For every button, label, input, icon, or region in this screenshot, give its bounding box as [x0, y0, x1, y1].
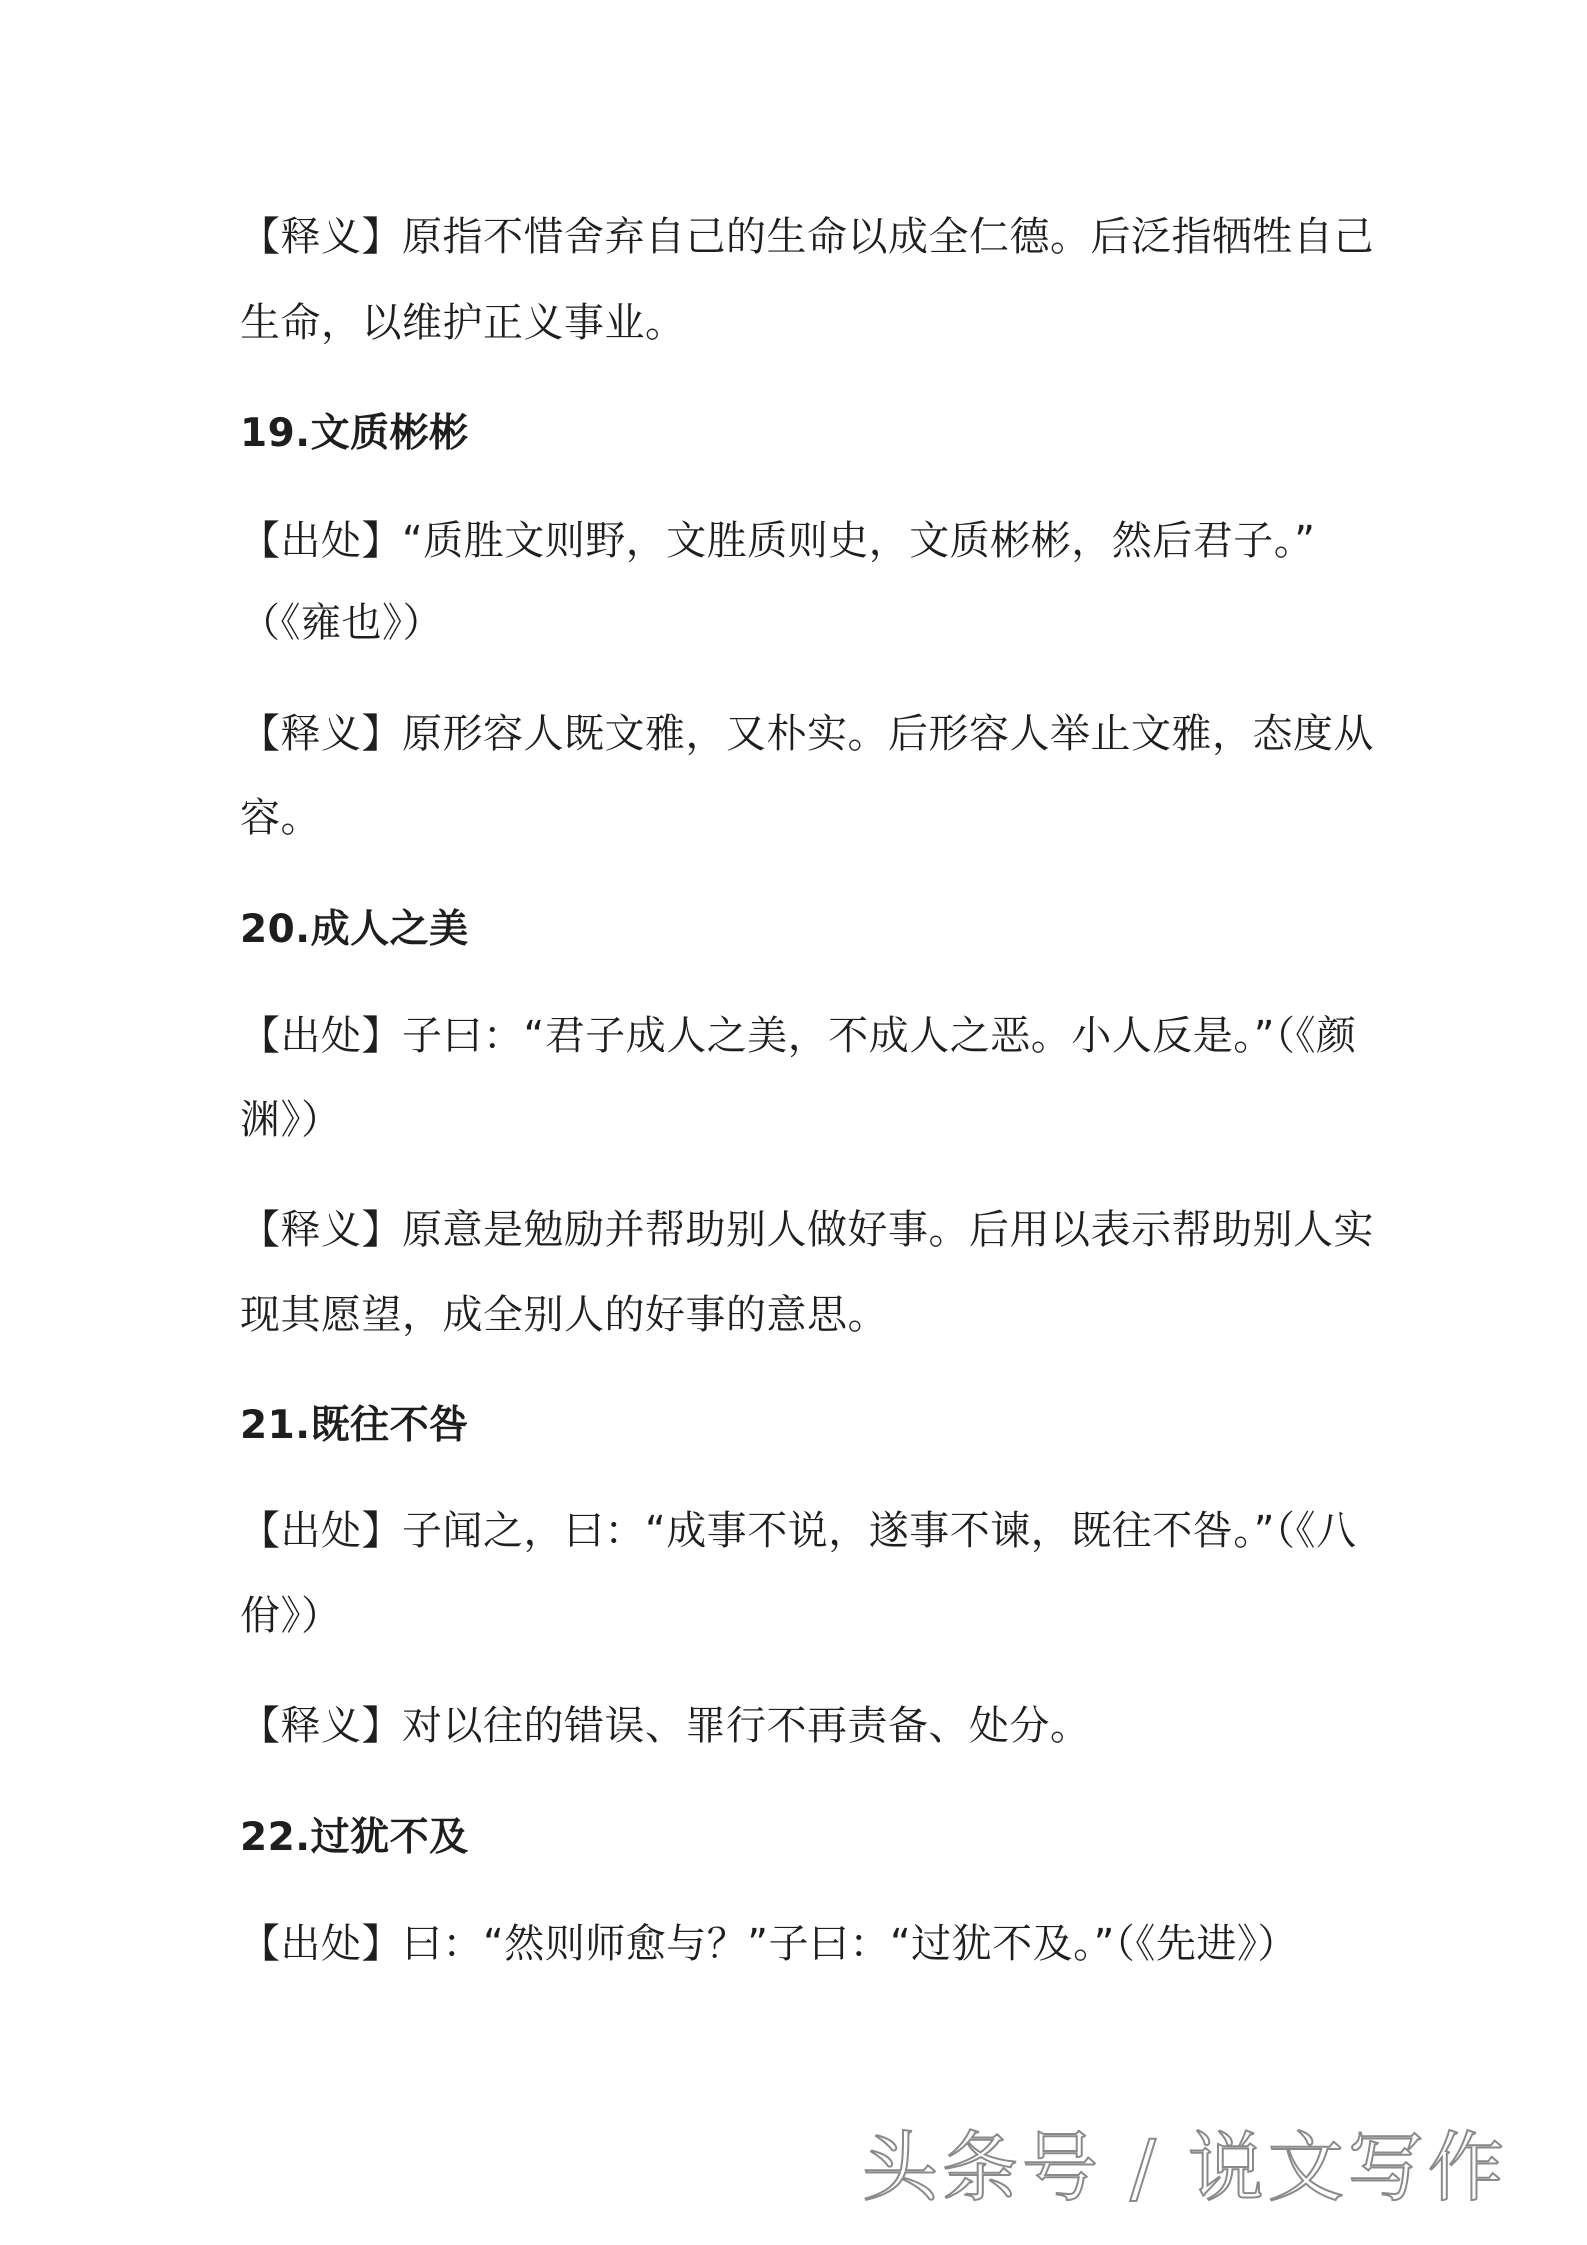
- entry-21-meaning-line-1: 【释义】对以往的错误、罪行不再责备、处分。: [240, 1703, 1091, 1749]
- entry-20-source-line-1: 【出处】子曰：“君子成人之美，不成人之恶。小人反是。”（《颜: [240, 1013, 1357, 1059]
- entry-20-meaning-line-2: 现其愿望，成全别人的好事的意思。: [240, 1292, 888, 1338]
- entry-19-title: 19.文质彬彬: [240, 411, 469, 456]
- watermark: 头条号 / 说文写作: [862, 2123, 1508, 2212]
- entry-20-meaning-line-1: 【释义】原意是勉励并帮助别人做好事。后用以表示帮助别人实: [240, 1207, 1374, 1253]
- entry-20-title: 20.成人之美: [240, 907, 469, 952]
- entry-21-source-line-2: 佾》）: [240, 1593, 342, 1639]
- entry-19-meaning-line-1: 【释义】原形容人既文雅，又朴实。后形容人举止文雅，态度从: [240, 711, 1374, 757]
- entry-22-source-line-1: 【出处】曰：“然则师愈与？”子曰：“过犹不及。”（《先进》）: [240, 1921, 1298, 1967]
- entry-19-meaning-line-2: 容。: [240, 795, 321, 841]
- entry-22-title: 22.过犹不及: [240, 1815, 469, 1860]
- entry-21-source-line-1: 【出处】子闻之，曰：“成事不说，遂事不谏，既往不咎。”（《八: [240, 1508, 1357, 1554]
- entry-21-title: 21.既往不咎: [240, 1403, 469, 1448]
- entry-18-meaning-line-1: 【释义】原指不惜舍弃自己的生命以成全仁德。后泛指牺牲自己: [240, 214, 1374, 260]
- entry-20-source-line-2: 渊》）: [240, 1097, 342, 1143]
- entry-19-source-line-2: （《雍也》）: [240, 600, 443, 646]
- entry-19-source-line-1: 【出处】“质胜文则野，文胜质则史，文质彬彬，然后君子。”: [240, 518, 1316, 564]
- entry-18-meaning-line-2: 生命，以维护正义事业。: [240, 300, 686, 346]
